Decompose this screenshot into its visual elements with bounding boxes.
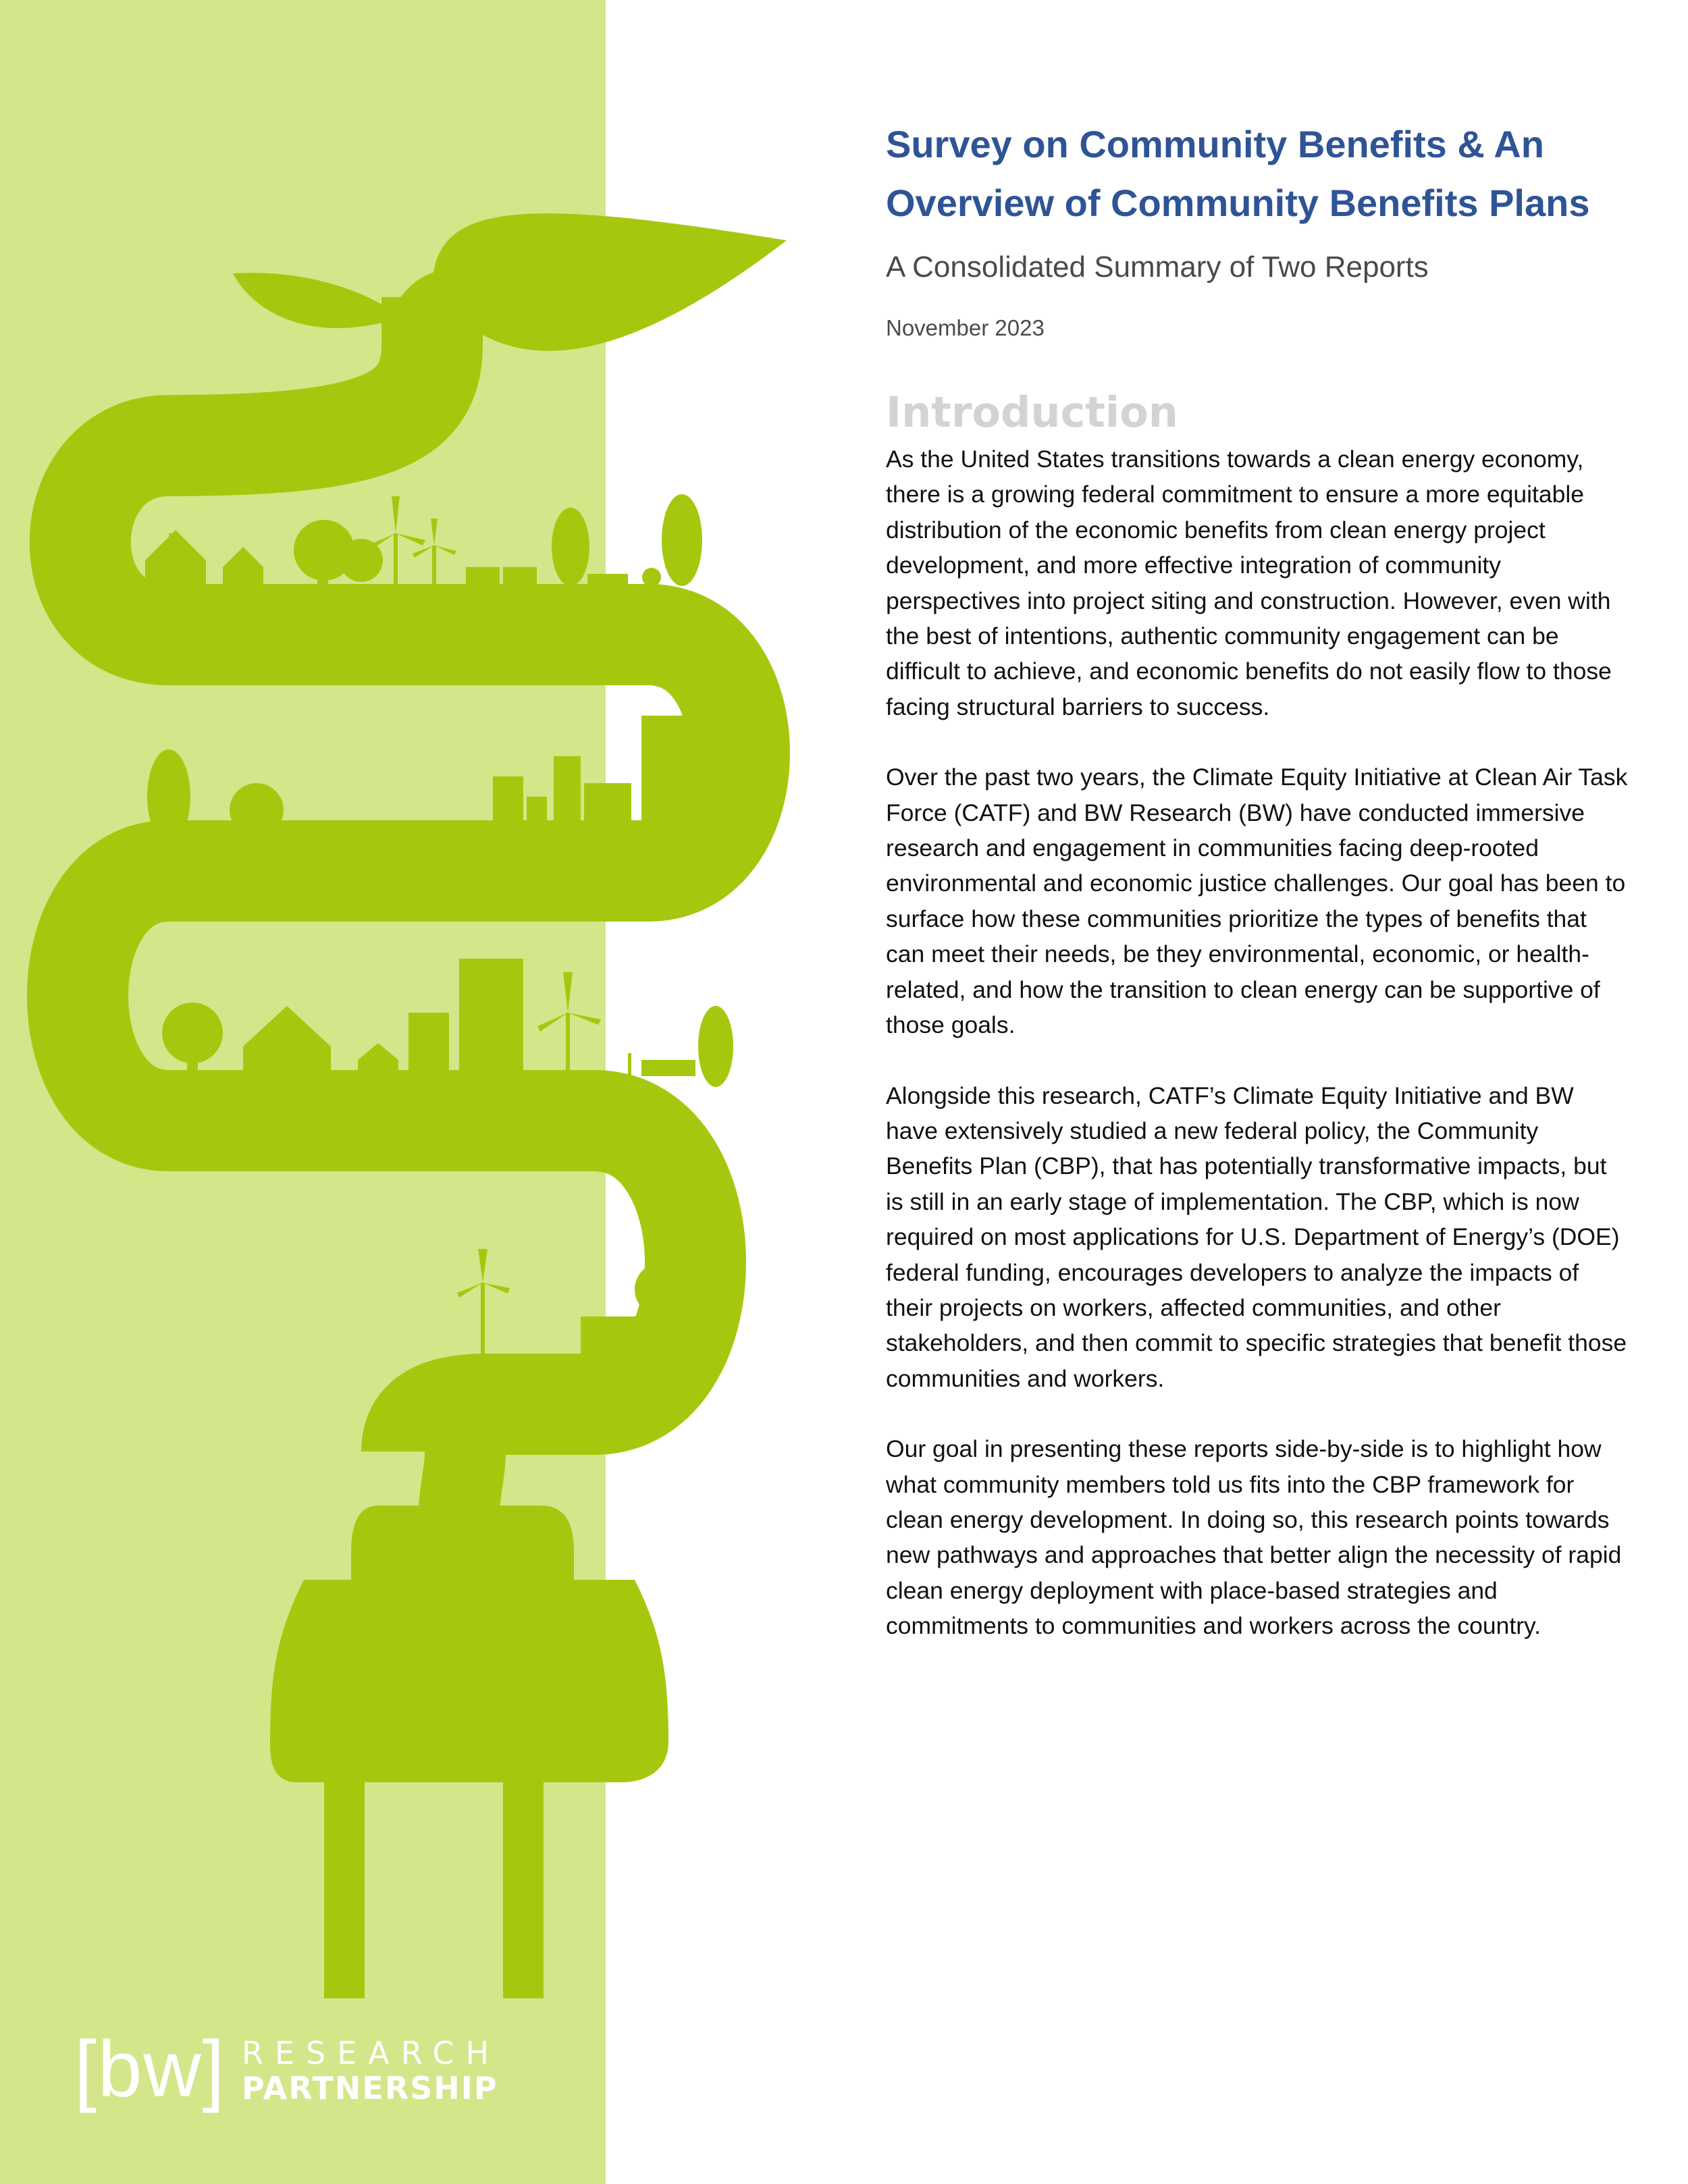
leaf-icon [432, 213, 787, 351]
electric-plug-icon [270, 1506, 668, 1998]
house-icon [243, 1006, 331, 1080]
bw-research-partnership-logo [74, 2025, 560, 2116]
intro-paragraph: As the United States transitions towards a clean energy economy, there is a growing federal commitment to ensure a more equitable distribution of the economic benefits from clean energy project development, and more effective integration of community perspectives into project siting and construction. However, even with the best of intentions, authentic community engagement can be difficult to achieve, and economic benefits do not easily flow to those facing structural barriers to success. [886, 446, 1612, 720]
logo-mark: [bw] [74, 2025, 226, 2114]
tree-icon [698, 1006, 733, 1087]
tree-icon [662, 494, 702, 586]
intro-paragraph: Our goal in presenting these reports side-by-side is to highlight how what community members told us fits into the CBP framework for clean energy development. In doing so, this research points towards new pathways and approaches that better align the necessity of rapid clean energy deployment with place-based strategies and commitments to communities and workers across the country. [886, 1435, 1622, 1640]
tree-icon [552, 508, 589, 586]
intro-paragraph: Over the past two years, the Climate Equity Initiative at Clean Air Task Force (CATF) and BW Research (BW) have conducted immersive research and engagement in communities facing deep-rooted environmental and economic justice challenges. Our goal has been to surface how these communities prioritize the types of benefits that can meet their needs, be they environmental, economic, or health-related, and how the transition to clean energy can be supportive of those goals. [886, 764, 1628, 1039]
solar-panel-icon [503, 567, 537, 585]
section-heading: Introduction [886, 388, 1178, 437]
wind-turbine-icon [394, 533, 398, 587]
tree-icon [706, 1254, 739, 1338]
row3-scene [162, 959, 733, 1087]
solar-panel-icon [466, 567, 500, 585]
page-title: Survey on Community Benefits & An Overview of Community Benefits Plans [886, 123, 1590, 224]
green-energy-illustration [0, 0, 810, 2184]
leaf-small-icon [233, 273, 402, 328]
publication-date: November 2023 [886, 315, 1045, 340]
solar-panel-icon [641, 1060, 695, 1076]
city-building-icon [527, 797, 547, 854]
text-column [886, 115, 1629, 1644]
house-icon [145, 530, 206, 584]
plug-cable [459, 1438, 466, 1512]
logo-line1: RESEARCH [242, 2035, 501, 2071]
row1-scene [145, 494, 702, 587]
tree-icon [147, 749, 190, 844]
logo-line2: PARTNERSHIP [242, 2070, 498, 2106]
wind-turbine-icon [432, 545, 436, 587]
city-building-icon [408, 1013, 449, 1080]
wind-turbine-icon [628, 1053, 631, 1080]
city-building-icon [641, 716, 702, 854]
wind-turbine-icon [481, 1283, 485, 1357]
house-icon [358, 1043, 398, 1080]
solar-panel-icon [581, 1316, 641, 1354]
cyclist-icon [642, 568, 661, 587]
page-subtitle: A Consolidated Summary of Two Reports [886, 250, 1429, 284]
city-building-icon [584, 783, 631, 854]
intro-paragraph: Alongside this research, CATF’s Climate Equity Initiative and BW have extensively studied a new federal policy, the Community Benefits Plan (CBP), that has potentially transformative impacts, but is still in an early stage of implementation. The CBP, which is now required on most applications for U.S. Department of Energy’s (DOE) federal funding, encourages developers to analyze the impacts of their projects on workers, affected communities, and other stakeholders, and then commit to specific strategies that benefit those communities and workers. [886, 1082, 1627, 1392]
wind-turbine-icon [566, 1013, 570, 1080]
city-building-icon [493, 776, 523, 854]
city-building-icon [554, 756, 581, 854]
house-icon [223, 547, 263, 584]
city-building-icon [459, 959, 523, 1080]
